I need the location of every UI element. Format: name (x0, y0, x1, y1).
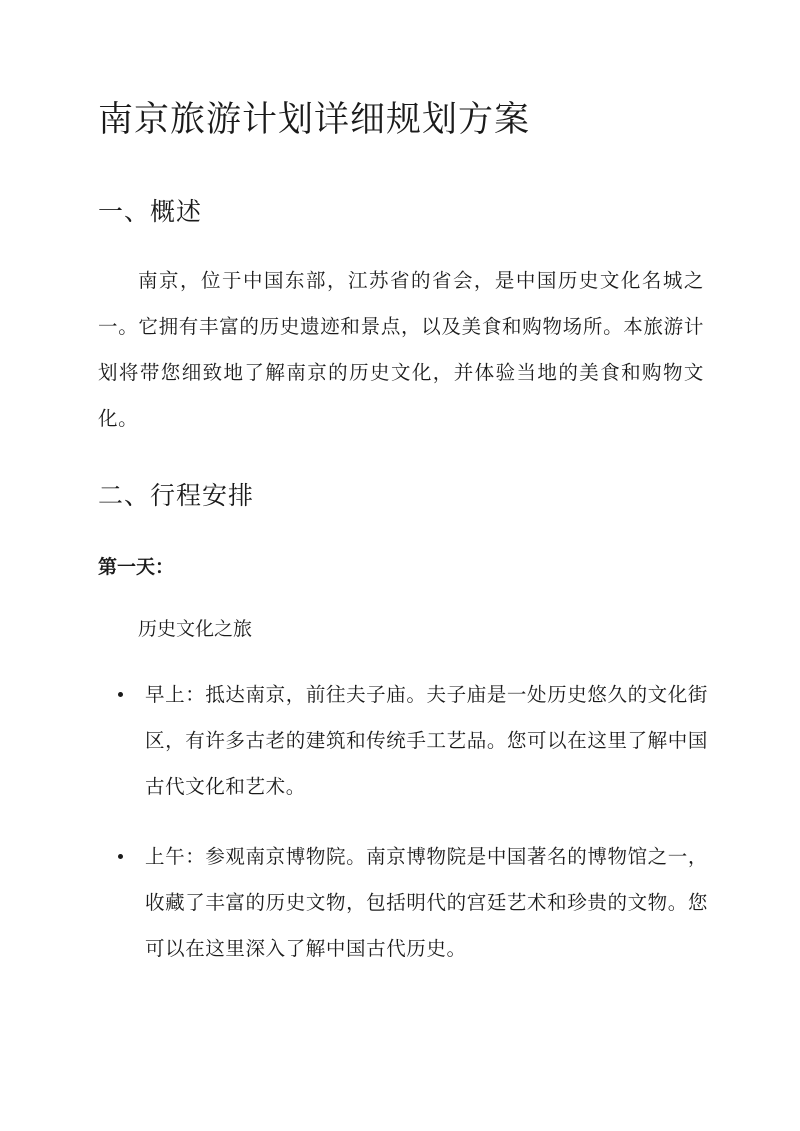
bullet-icon (118, 854, 123, 859)
schedule-item-text: 上午：参观南京博物院。南京博物院是中国著名的博物馆之一，收藏了丰富的历史文物，包括明代的宫廷艺术和珍贵的文物。您可以在这里深入了解中国古代历史。 (145, 845, 708, 960)
section-heading-itinerary: 二、行程安排 (98, 481, 255, 510)
section-heading-overview: 一、概述 (98, 197, 203, 226)
bullet-icon (118, 692, 123, 697)
day-one-theme: 历史文化之旅 (138, 618, 253, 640)
schedule-item-text: 早上：抵达南京，前往夫子庙。夫子庙是一处历史悠久的文化街区，有许多古老的建筑和传统手工艺品。您可以在这里了解中国古代文化和艺术。 (145, 683, 708, 798)
document-title: 南京旅游计划详细规划方案 (98, 100, 531, 140)
schedule-item-forenoon (118, 834, 708, 972)
schedule-item-morning (118, 672, 708, 810)
overview-paragraph: 南京，位于中国东部，江苏省的省会，是中国历史文化名城之一。它拥有丰富的历史遗迹和景点，以及美食和购物场所。本旅游计划将带您细致地了解南京的历史文化，并体验当地的美食和购物文化。 (98, 269, 704, 430)
day-one-label: 第一天： (98, 556, 175, 578)
day-one-schedule-list (118, 672, 708, 996)
